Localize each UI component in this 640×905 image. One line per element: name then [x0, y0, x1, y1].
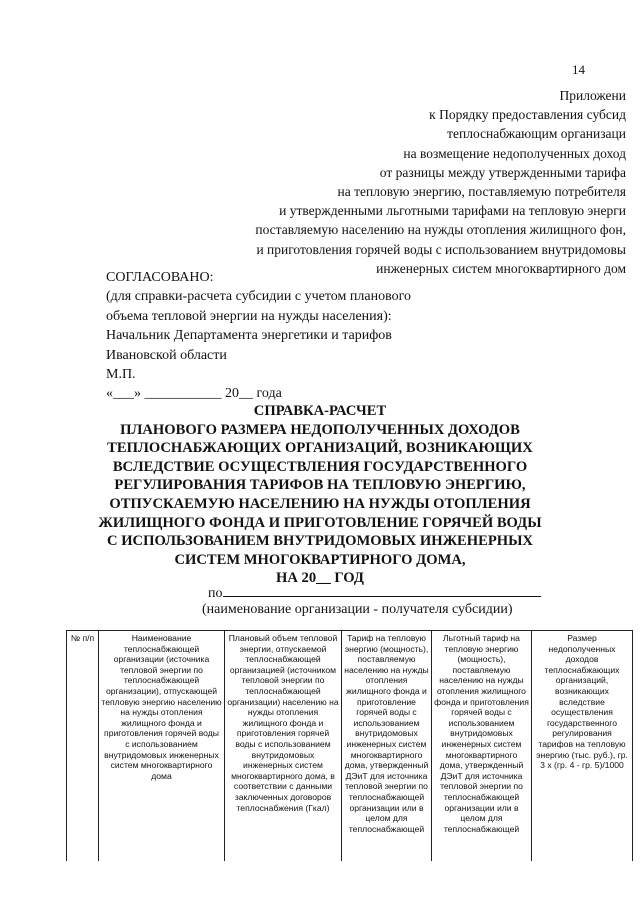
appendix-line: на тепловую энергию, поставляемую потребителя: [337, 184, 626, 200]
title-line: НА 20__ ГОД: [276, 570, 364, 587]
appendix-line: на возмещение недополученных доход: [403, 145, 626, 161]
title-line: СПРАВКА-РАСЧЕТ: [253, 403, 387, 419]
column-header-planned-volume: Плановый объем тепловой энергии, отпускаемой теплоснабжающей организацией (источником тепловой энергии по теплоснабжающей организации) населению на нужды отопления жилищного фонда и приготовления горячей воды с использованием внутридомовых инженерных систем многоквартирного дома, в соответствии с данными заключенных договоров теплоснабжения (Гкал): [225, 631, 342, 862]
title-line: ПЛАНОВОГО РАЗМЕРА НЕДОПОЛУЧЕННЫХ ДОХОДОВ: [120, 421, 520, 438]
organization-caption: (наименование организации - получателя субсидии): [202, 602, 513, 617]
approval-note: (для справки-расчета субсидии с учетом планового: [106, 289, 411, 305]
approval-date-line: «___» ___________ 20__ года: [106, 386, 282, 402]
approval-block: [106, 268, 411, 404]
document-title: [60, 402, 580, 588]
column-header-preferential-tariff: Льготный тариф на тепловую энергию (мощность), поставляемую населению на нужды отопления жилищного фонда и приготовления горячей воды с использованием внутридомовых инженерных систем многоквартирного дома, утвержденный ДЭиТ для источника тепловой энергии по теплоснабжающей организации или в целом для теплоснабжающей: [432, 631, 532, 862]
appendix-line: и утвержденными льготными тарифами на тепловую энерги: [279, 203, 626, 219]
approval-official: Ивановской области: [106, 347, 227, 363]
appendix-reference: [106, 86, 626, 278]
title-line: ВСЛЕДСТВИЕ ОСУЩЕСТВЛЕНИЯ ГОСУДАРСТВЕННОГО: [112, 458, 528, 475]
title-line: ЖИЛИЩНОГО ФОНДА И ПРИГОТОВЛЕНИЕ ГОРЯЧЕЙ ВОДЫ: [98, 514, 542, 531]
page-number: 14: [572, 62, 585, 77]
organization-blank: [223, 584, 541, 597]
calculation-table: [66, 630, 633, 861]
title-line: ТЕПЛОСНАБЖАЮЩИХ ОРГАНИЗАЦИЙ, ВОЗНИКАЮЩИХ: [107, 440, 533, 457]
appendix-line: и приготовления горячей воды с использованием внутридомовы: [256, 241, 626, 257]
title-line: РЕГУЛИРОВАНИЯ ТАРИФОВ НА ТЕПЛОВУЮ ЭНЕРГИЮ,: [114, 477, 526, 494]
title-line: СИСТЕМ МНОГОКВАРТИРНОГО ДОМА,: [174, 551, 466, 568]
appendix-line: от разницы между утвержденными тарифа: [379, 164, 626, 180]
appendix-line: Приложени: [559, 88, 626, 103]
approval-note: объема тепловой энергии на нужды населения):: [106, 308, 392, 324]
column-header-number: № п/п: [67, 631, 99, 862]
column-header-lost-income: Размер недополученных доходов теплоснабжающих организаций, возникающих вследствие осуществления государственного регулирования тарифов на тепловую энергию (тыс. руб.), гр. 3 х (гр. 4 - гр. 5)/1000: [532, 631, 633, 862]
title-line: ОТПУСКАЕМУЮ НАСЕЛЕНИЮ НА НУЖДЫ ОТОПЛЕНИЯ: [109, 495, 531, 512]
column-header-organization: Наименование теплоснабжающей организации (источника тепловой энергии по теплоснабжающей организации), отпускающей тепловую энергию населению на нужды отопления жилищного фонда и приготовления горячей воды с использованием внутридомовых инженерных систем многоквартирного дома: [99, 631, 225, 862]
approval-seal: М.П.: [106, 367, 136, 383]
appendix-line: теплоснабжающим организаци: [447, 126, 626, 142]
appendix-line: поставляемую населению на нужды отопления жилищного фон,: [255, 222, 626, 238]
approval-official: Начальник Департамента энергетики и тарифов: [106, 328, 392, 344]
appendix-line: к Порядку предоставления субсид: [429, 107, 626, 123]
organization-line: [208, 584, 541, 602]
title-line: С ИСПОЛЬЗОВАНИЕМ ВНУТРИДОМОВЫХ ИНЖЕНЕРНЫХ: [107, 533, 533, 550]
organization-prefix: по: [208, 586, 223, 601]
approval-heading: СОГЛАСОВАНО:: [106, 270, 214, 285]
column-header-tariff: Тариф на тепловую энергию (мощность), поставляемую населению на нужды отопления жилищного фонда и приготовление горячей воды с использованием внутридомовых инженерных систем многоквартирного дома, утвержденный ДЭиТ для источника тепловой энергии по теплоснабжающей организации или в целом для теплоснабжающей: [342, 631, 432, 862]
table-header-row: [67, 631, 633, 862]
appendix-line: инженерных систем многоквартирного дом: [376, 260, 626, 276]
